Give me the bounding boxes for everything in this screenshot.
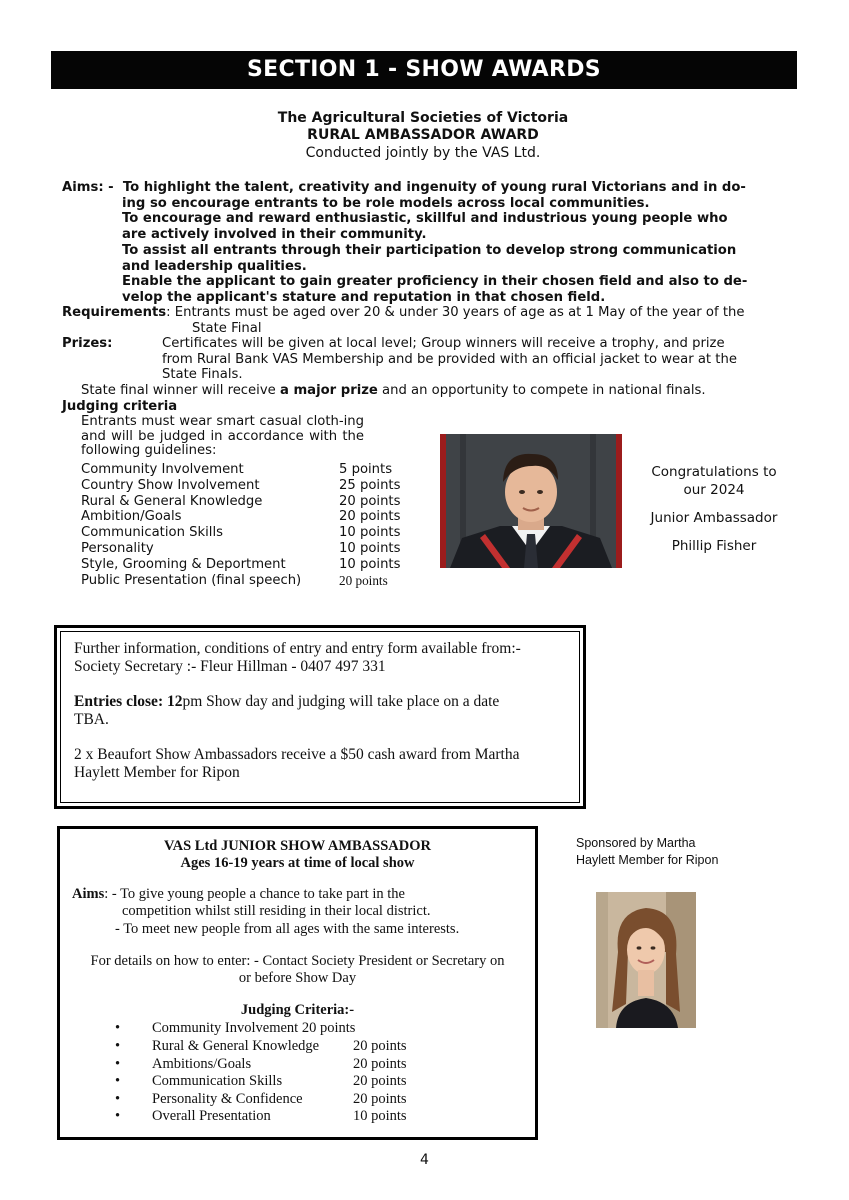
aims-line: ing so encourage entrants to be role models across local communities.	[122, 195, 650, 211]
award-conducted: Conducted jointly by the VAS Ltd.	[305, 145, 541, 161]
criteria-points: 10 points	[339, 540, 401, 556]
criteria-name: Country Show Involvement	[81, 477, 260, 493]
criteria-points: 5 points	[339, 462, 393, 477]
aims-line: velop the applicant's stature and reputation in that chosen field.	[122, 289, 606, 305]
award-org: The Agricultural Societies of Victoria	[277, 110, 569, 126]
criteria-points: 20 points	[339, 509, 401, 525]
criteria-points: 10 points	[339, 525, 401, 541]
junior-aims-line-1: : - To give young people a chance to take part in the	[104, 886, 405, 902]
bullet-icon: •	[115, 1020, 121, 1036]
criteria-row	[81, 509, 400, 525]
aims-section	[62, 180, 792, 306]
junior-criteria-name: Overall Presentation	[152, 1108, 271, 1124]
junior-criteria-name: Communication Skills	[152, 1073, 283, 1089]
criteria-row	[81, 573, 400, 589]
aims-label: Aims: -	[62, 180, 114, 195]
junior-title: VAS Ltd JUNIOR SHOW AMBASSADOR	[164, 838, 431, 854]
junior-criteria-name: Ambitions/Goals	[152, 1056, 252, 1072]
aims-line: Enable the applicant to gain greater proficiency in their chosen field and also to de-	[122, 274, 748, 290]
bullet-icon: •	[115, 1073, 121, 1089]
aims-line: To assist all entrants through their participation to develop strong communication	[122, 242, 737, 258]
criteria-row	[81, 541, 400, 557]
criteria-name: Community Involvement	[81, 462, 244, 477]
congrats-line-2: our 2024	[683, 482, 745, 498]
junior-aims-line-2: competition whilst still residing in their local district.	[122, 903, 431, 919]
award-name: RURAL AMBASSADOR AWARD	[307, 127, 539, 143]
requirements-text-2: State Final	[192, 321, 262, 336]
portrait-martha	[596, 892, 696, 1028]
entries-line-2: TBA.	[74, 710, 109, 728]
award-line-1: 2 x Beaufort Show Ambassadors receive a $50 cash award from Martha	[74, 746, 520, 763]
bullet-icon: •	[115, 1038, 121, 1054]
junior-criteria-name: Personality & Confidence	[152, 1091, 303, 1107]
judging-intro: Entrants must wear smart casual cloth-ing and will be judged in accordance with the following guidelines:	[81, 414, 364, 459]
prizes-line-3: State Finals.	[162, 367, 243, 382]
requirements-text: : Entrants must be aged over 20 & under 30 years of age as at 1 May of the year of the	[166, 305, 745, 320]
junior-aims	[72, 886, 405, 904]
prizes-line-1: Certificates will be given at local level; Group winners will receive a trophy, and prize	[162, 336, 725, 351]
bullet-icon: •	[115, 1108, 121, 1124]
state-final-text-end: and an opportunity to compete in national finals.	[377, 383, 706, 398]
entries-text: pm Show day and judging will take place on a date	[182, 693, 500, 710]
page-number: 4	[420, 1152, 429, 1168]
criteria-row	[81, 525, 400, 541]
bullet-icon: •	[115, 1091, 121, 1107]
junior-criteria-heading: Judging Criteria:-	[240, 1002, 355, 1018]
congrats-name: Phillip Fisher	[671, 538, 757, 554]
criteria-points: 20 points	[339, 493, 401, 509]
requirements-label: Requirements	[62, 305, 167, 320]
judging-heading: Judging criteria	[62, 399, 178, 414]
prizes-label: Prizes:	[62, 336, 113, 351]
criteria-name: Public Presentation (final speech)	[81, 572, 302, 588]
junior-criteria-points: 20 points	[353, 1073, 407, 1089]
junior-criteria-points: 20 points	[353, 1091, 407, 1107]
criteria-name: Communication Skills	[81, 525, 224, 541]
criteria-row	[81, 478, 400, 494]
info-line-1: Further information, conditions of entry and entry form available from:-	[74, 640, 521, 657]
entries-close	[74, 693, 569, 711]
state-final-text: State final winner will receive	[81, 383, 280, 398]
bullet-icon: •	[115, 1056, 121, 1072]
criteria-name: Ambition/Goals	[81, 509, 182, 525]
portrait-phillip	[440, 434, 622, 568]
criteria-points: 25 points	[339, 477, 401, 493]
junior-aims-label: Aims	[72, 886, 105, 902]
criteria-name: Personality	[81, 540, 154, 556]
junior-ages: Ages 16-19 years at time of local show	[180, 855, 415, 871]
prizes-line-2: from Rural Bank VAS Membership and be provided with an official jacket to wear at the	[162, 352, 737, 367]
criteria-name: Style, Grooming & Deportment	[81, 556, 286, 572]
photo-sponsor	[596, 892, 696, 1028]
info-line-2: Society Secretary :- Fleur Hillman - 0407 497 331	[74, 657, 386, 675]
aims-line: are actively involved in their community.	[122, 227, 427, 243]
requirements	[62, 305, 797, 321]
info-box	[54, 625, 586, 809]
junior-criteria-name: Rural & General Knowledge	[152, 1038, 320, 1054]
criteria-row	[81, 494, 400, 510]
judging-criteria-list	[81, 462, 400, 588]
junior-criteria-points: 20 points	[353, 1056, 407, 1072]
aims-line: To highlight the talent, creativity and ingenuity of young rural Victorians and in do-	[122, 180, 746, 195]
state-final-prize	[81, 383, 791, 399]
criteria-points: 10 points	[339, 556, 401, 572]
junior-criteria-points: 10 points	[353, 1108, 407, 1124]
sponsor-text	[576, 835, 718, 869]
criteria-row	[81, 462, 400, 478]
junior-criteria-points: 20 points	[353, 1038, 407, 1054]
award-line-2: Haylett Member for Ripon	[74, 763, 240, 781]
junior-details-line-2: or before Show Day	[238, 970, 357, 986]
junior-criteria-name: Community Involvement 20 points	[152, 1020, 356, 1036]
sponsor-line-2: Haylett Member for Ripon	[576, 853, 719, 867]
congrats-line-1: Congratulations to	[651, 464, 777, 480]
sponsor-line-1: Sponsored by Martha	[576, 836, 696, 850]
entries-label: Entries close: 12	[74, 693, 183, 710]
aims-line: and leadership qualities.	[122, 258, 307, 274]
criteria-row	[81, 557, 400, 573]
major-prize: a major prize	[279, 383, 378, 398]
junior-details-line-1: For details on how to enter: - Contact Society President or Secretary on	[90, 953, 505, 969]
aims-line: To encourage and reward enthusiastic, skillful and industrious young people who	[122, 211, 728, 227]
section-title: SECTION 1 - SHOW AWARDS	[51, 51, 797, 89]
photo-junior-ambassador	[440, 434, 622, 568]
junior-aims-line-3: - To meet new people from all ages with the same interests.	[115, 921, 460, 937]
congrats-line-3: Junior Ambassador	[650, 510, 778, 526]
junior-ambassador-box	[57, 826, 538, 1140]
criteria-name: Rural & General Knowledge	[81, 493, 263, 509]
criteria-points: 20 points	[339, 572, 388, 588]
